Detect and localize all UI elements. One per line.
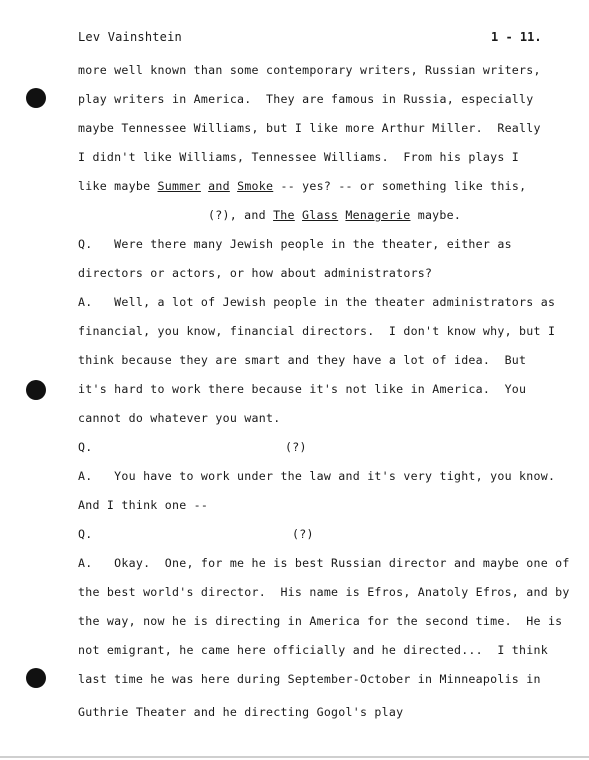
answer-line-3: think because they are smart and they have a lot of idea. But: [78, 353, 527, 367]
page-bottom-edge: [0, 756, 589, 758]
text-line-2: play writers in America. They are famous in Russia, especially: [78, 92, 534, 106]
answer-line-12: last time he was here during September-October in Minneapolis in: [78, 672, 541, 686]
question-marker-q: Q.: [78, 440, 93, 454]
text-line-1: more well known than some contemporary writers, Russian writers,: [78, 63, 541, 77]
question-line-1: Q. Were there many Jewish people in the theater, either as: [78, 237, 512, 251]
play-title-menagerie: Menagerie: [345, 208, 411, 222]
line-6-suffix: maybe.: [410, 208, 462, 222]
inaudible-marker-2: (?): [292, 527, 314, 541]
play-title-and: and: [208, 179, 230, 193]
answer-line-9: the best world's director. His name is Efros, Anatoly Efros, and by: [78, 585, 570, 599]
answer-line-1: A. Well, a lot of Jewish people in the theater administrators as: [78, 295, 556, 309]
line-5-suffix: -- yes? -- or something like this,: [273, 179, 527, 193]
question-marker-q-2: Q.: [78, 527, 93, 541]
text-line-4: I didn't like Williams, Tennessee Williams. From his plays I: [78, 150, 520, 164]
answer-line-6: A. You have to work under the law and it's very tight, you know.: [78, 469, 556, 483]
answer-line-2: financial, you know, financial directors. I don't know why, but I: [78, 324, 556, 338]
interviewee-name: Lev Vainshtein: [78, 30, 182, 44]
play-title-smoke: Smoke: [237, 179, 274, 193]
line-6-prefix: (?), and: [208, 208, 274, 222]
answer-line-5: cannot do whatever you want.: [78, 411, 281, 425]
line-5-prefix: like maybe: [78, 179, 158, 193]
text-line-6: [208, 208, 461, 222]
binder-hole-middle: [26, 380, 46, 400]
answer-line-13: Guthrie Theater and he directing Gogol's play: [78, 705, 404, 719]
play-title-summer: Summer: [157, 179, 201, 193]
answer-line-7: And I think one --: [78, 498, 209, 512]
text-line-3: maybe Tennessee Williams, but I like more Arthur Miller. Really: [78, 121, 541, 135]
play-title-glass: Glass: [302, 208, 339, 222]
question-line-2: directors or actors, or how about administrators?: [78, 266, 433, 280]
answer-line-10: the way, now he is directing in America for the second time. He is: [78, 614, 563, 628]
page-number: 1 - 11.: [491, 30, 542, 44]
text-line-5: [78, 179, 526, 193]
play-title-the: The: [273, 208, 295, 222]
answer-line-4: it's hard to work there because it's not like in America. You: [78, 382, 527, 396]
binder-hole-bottom: [26, 668, 46, 688]
inaudible-marker: (?): [285, 440, 307, 454]
answer-line-11: not emigrant, he came here officially and he directed... I think: [78, 643, 548, 657]
answer-line-8: A. Okay. One, for me he is best Russian director and maybe one of: [78, 556, 570, 570]
binder-hole-top: [26, 88, 46, 108]
